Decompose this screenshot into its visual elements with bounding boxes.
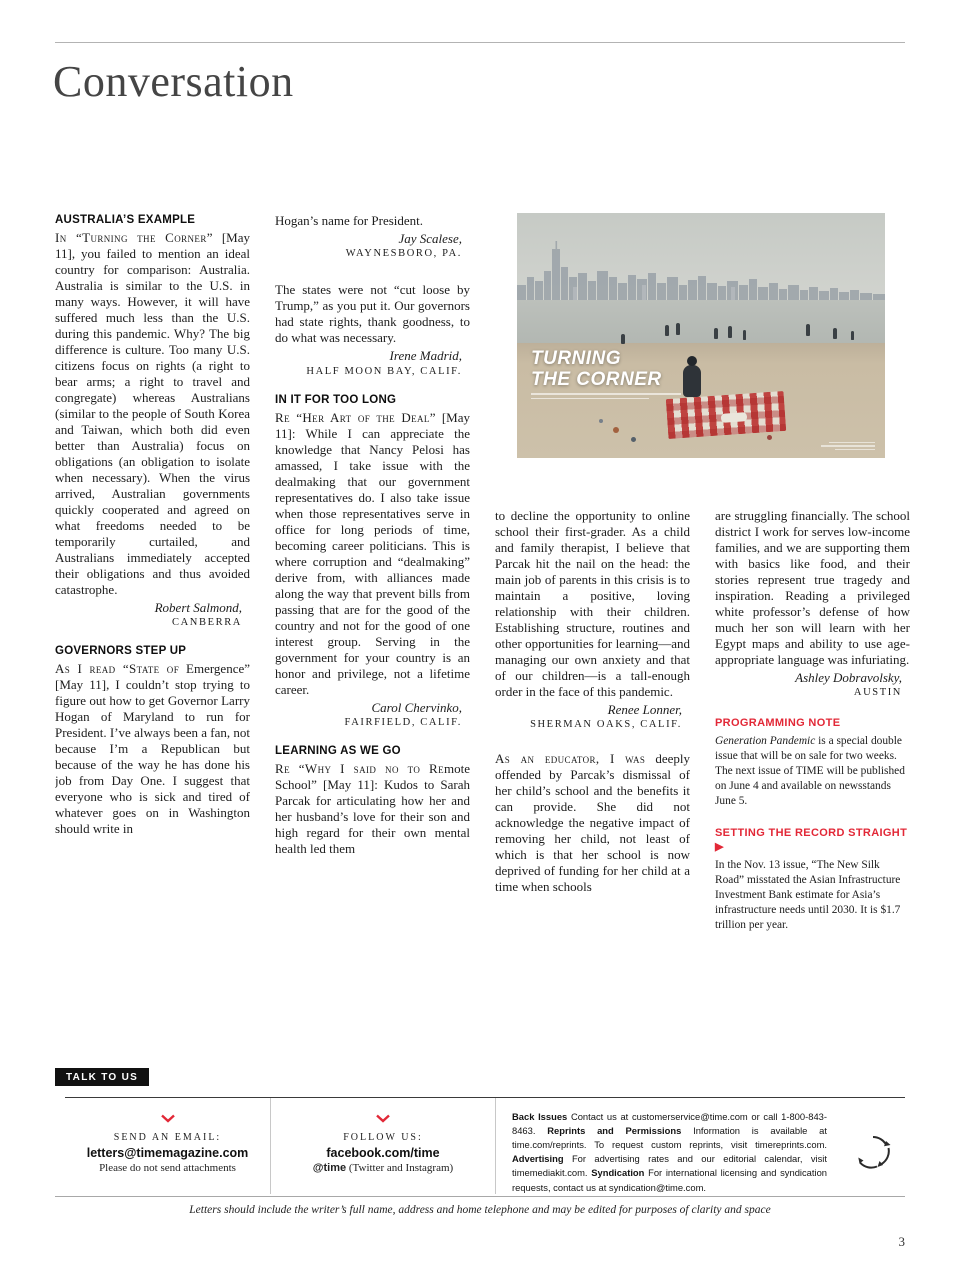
photo-headline-line2: THE CORNER bbox=[531, 368, 662, 390]
reprints-label: Reprints and Permissions bbox=[547, 1125, 682, 1137]
signature-location: CANBERRA bbox=[172, 617, 242, 629]
programming-note bbox=[715, 717, 910, 809]
recycle-block bbox=[841, 1098, 905, 1194]
beach-figure bbox=[743, 330, 746, 340]
letter-text: are struggling financially. The school district I work for serves low-income families, and we are supporting them with basics like food, and their stories represent true tragedy and inspiration. Reading a privileged white professor’s defense of how much her son will learn with her Egypt maps and ability to use age-appropriate language was infuriating. bbox=[715, 508, 910, 667]
email-note: Please do not send attachments bbox=[99, 1162, 236, 1174]
letter-governors-step-up bbox=[55, 644, 250, 837]
facebook-link[interactable]: facebook.com/time bbox=[326, 1146, 440, 1160]
photo-credit-lines bbox=[815, 440, 875, 451]
back-issues-label: Back Issues bbox=[512, 1111, 568, 1122]
letter-signature bbox=[55, 600, 250, 629]
lying-child bbox=[721, 412, 748, 423]
record-straight-body: In the Nov. 13 issue, “The New Silk Road” misstated the Asian Infrastructure Investment Bank estimate for Asia’s infrastructure needs until 2030. It is $1.7 trillion per year. bbox=[715, 858, 901, 931]
signature-location: FAIRFIELD, CALIF. bbox=[344, 716, 462, 728]
programming-note-title: Generation Pandemic bbox=[715, 734, 816, 747]
time-handle-link[interactable]: @time bbox=[312, 1162, 347, 1174]
programming-note-heading: PROGRAMMING NOTE bbox=[715, 717, 841, 730]
beach-figure bbox=[714, 328, 718, 339]
advertising-info: For advertising rates and our editorial calendar, visit timemediakit.com. bbox=[512, 1153, 827, 1179]
letter-body bbox=[55, 661, 250, 837]
email-address-link[interactable]: letters@timemagazine.com bbox=[86, 1146, 249, 1160]
talk-to-us-badge: TALK TO US bbox=[55, 1068, 149, 1086]
programming-note-body bbox=[715, 734, 910, 809]
letter-text: Hogan’s name for President. bbox=[275, 213, 424, 228]
right-columns bbox=[495, 508, 910, 933]
beach-figure bbox=[728, 326, 732, 338]
letter-signature bbox=[715, 670, 910, 699]
beach-item bbox=[631, 437, 636, 442]
signature-location: HALF MOON BAY, CALIF. bbox=[306, 365, 462, 377]
letters-columns bbox=[55, 213, 910, 933]
letter-learning-continued bbox=[495, 508, 690, 731]
letter-heading: LEARNING AS WE GO bbox=[275, 744, 401, 757]
email-label: SEND AN EMAIL: bbox=[113, 1132, 222, 1143]
letters-policy-note: Letters should include the writer’s full name, address and home telephone and may be edited for purposes of clarity and space bbox=[189, 1204, 771, 1216]
beach-item bbox=[599, 419, 603, 423]
chevron-down-icon bbox=[160, 1110, 176, 1128]
letter-lead: As an educator, I was bbox=[495, 751, 646, 767]
letter-text: deeply offended by Parcak’s dismissal of her child’s school and the benefits it can provide. She did not acknowledge the negative impact of removing her child, not least of which is that her school is now deprived of funding for her child at a time when schools bbox=[495, 751, 690, 895]
handle-note: (Twitter and Instagram) bbox=[346, 1162, 454, 1174]
letter-text: The states were not “cut loose by Trump,” as you put it. Our governors had state rights, thank goodness, to do what was necessary. bbox=[275, 282, 470, 346]
seated-person-head bbox=[687, 356, 697, 366]
right-area bbox=[495, 213, 910, 933]
letter-signature bbox=[275, 231, 470, 260]
letter-in-it-for-too-long bbox=[275, 393, 470, 729]
letter-lead: Re “Her Art of the Deal” bbox=[275, 409, 436, 425]
programming-note-text: is a special double issue that will be on sale for two weeks. The next issue of TIME will be published on June 4 and available on newsstands June 5. bbox=[715, 734, 905, 808]
follow-us-block bbox=[270, 1098, 495, 1194]
signature-name: Carol Chervinko, bbox=[371, 699, 462, 715]
chevron-down-icon bbox=[375, 1110, 391, 1128]
water bbox=[517, 300, 885, 345]
feature-photo bbox=[517, 213, 885, 458]
letter-lead: Re “Why I said no to Re bbox=[275, 761, 444, 777]
reprints-info: Information is available at time.com/reprints. To request custom reprints, visit timereprints.com. bbox=[512, 1125, 827, 1151]
twitter-instagram-line bbox=[271, 1162, 495, 1174]
back-issues-info: Contact us at customerservice@time.com or call 1-800-843-8463. bbox=[512, 1111, 827, 1137]
signature-name: Robert Salmond, bbox=[154, 599, 242, 615]
beach-figure bbox=[833, 328, 837, 339]
recycling-icon bbox=[853, 1132, 893, 1172]
back-issues-text bbox=[512, 1110, 827, 1195]
letter-heading: GOVERNORS STEP UP bbox=[55, 645, 187, 658]
letter-lead: In “Turning the Corner” bbox=[55, 230, 213, 246]
advertising-label: Advertising bbox=[512, 1153, 564, 1165]
letter-text: [May 11], you failed to mention an ideal country for comparison: Australia. Australia is similar to the U.S. in many ways. However, it will have suffered much less than the U.S. during this pandemic. Why? The big difference is culture. Too many U.S. citizens focus on rights (a right to bear arms; a right to travel and congregate) whereas Australians (similar to the people of South Korea and Taiwan, which both did even better than Australia) focus on obligations (an obligation to isolate when necessary). When the virus arrived, Australian governments quickly cooperated and agreed on what freedoms needed to be temporarily curtailed, and Australians immediately accepted their obligations and thus avoided catastrophe. bbox=[55, 230, 250, 597]
signature-name: Irene Madrid, bbox=[389, 348, 462, 364]
photo-headline bbox=[531, 349, 681, 399]
photo-headline-line1: TURNING bbox=[531, 348, 622, 369]
signature-location: AUSTIN bbox=[853, 687, 902, 699]
beach-figure bbox=[676, 323, 680, 335]
syndication-info: For international licensing and syndication requests, contact us at syndication@time.com. bbox=[512, 1167, 828, 1193]
signature-location: SHERMAN OAKS, CALIF. bbox=[530, 719, 682, 731]
photo-caption-lines bbox=[531, 393, 681, 399]
seated-person bbox=[683, 365, 701, 397]
letter-text: mote School” [May 11]: Kudos to Sarah Parcak for articulating how her and her husband’s love for their son and high regard for their own mental health led them bbox=[275, 761, 470, 856]
letter-signature bbox=[275, 700, 470, 729]
letter-governors-continued bbox=[275, 213, 470, 260]
beach-figure bbox=[806, 324, 810, 336]
signature-location: WAYNESBORO, PA. bbox=[345, 248, 462, 260]
letter-heading: AUSTRALIA’S EXAMPLE bbox=[55, 214, 196, 226]
letter-as-an-educator bbox=[495, 751, 690, 895]
letter-text: Emergence” [May 11], I couldn’t stop trying to figure out how to get Governor Larry Hogan of Maryland to run for President. I’ve always been a fan, not because I’m a Republican but because of the way he has done his job from Day One. I suggest that everyone who is sick and tired of whatever goes on in Washington should write in bbox=[55, 661, 251, 837]
top-rule bbox=[55, 42, 905, 43]
letter-learning-as-we-go bbox=[275, 744, 470, 857]
letter-body bbox=[275, 761, 470, 857]
letter-body bbox=[495, 751, 690, 895]
signature-name: Jay Scalese, bbox=[398, 230, 462, 246]
beach-figure bbox=[851, 331, 854, 340]
record-straight-heading: SETTING THE RECORD STRAIGHT ▶ bbox=[715, 827, 908, 853]
back-issues-block bbox=[495, 1098, 841, 1194]
city-skyline bbox=[517, 241, 885, 301]
letter-text: to decline the opportunity to online school their first-grader. As a child and family therapist, I believe that Parcak hit the nail on the head: the main job of parents in this crisis is to maintain a positive, loving relationship with their children. Establishing structure, routines and other opportunities for learning—and managing our own anxiety and that of our children—is a tall-enough order in the face of this pandemic. bbox=[495, 508, 690, 699]
letter-australias-example bbox=[55, 213, 250, 629]
letter-signature bbox=[495, 702, 690, 731]
letter-body bbox=[275, 410, 470, 698]
column-4 bbox=[715, 508, 910, 933]
follow-label: FOLLOW US: bbox=[343, 1132, 423, 1143]
beach-figure bbox=[665, 325, 669, 336]
letter-text: [May 11]: While I can appreciate the knowledge that Nancy Pelosi has amassed, I take issue with the dealmaking that our government representatives do. I also take issue when those representatives serve in office for long periods of time, becoming career politicians. This is where corruption and “dealmaking” derive from, with alliances made along the way that prevent bills from passing that are for the good of the country and not for the good of one interest group. Serving in the government for your country is an honor and privilege, not a lifetime career. bbox=[275, 409, 470, 697]
page-title: Conversation bbox=[53, 57, 294, 106]
letter-lead: As I read “State of bbox=[55, 661, 180, 677]
beach-figure bbox=[621, 334, 625, 344]
column-1 bbox=[55, 213, 250, 933]
letter-educator-continued bbox=[715, 508, 910, 699]
footer-rule bbox=[55, 1196, 905, 1197]
column-3 bbox=[495, 508, 690, 933]
letter-signature bbox=[275, 348, 470, 377]
beach-item bbox=[613, 427, 619, 433]
beach-item bbox=[767, 435, 772, 440]
signature-name: Renee Lonner, bbox=[607, 701, 682, 717]
page-number: 3 bbox=[898, 1234, 905, 1249]
letter-states-not-cut-loose bbox=[275, 282, 470, 377]
signature-name: Ashley Dobravolsky, bbox=[795, 669, 902, 685]
syndication-label: Syndication bbox=[591, 1167, 645, 1179]
send-email-block bbox=[65, 1098, 270, 1194]
column-2 bbox=[275, 213, 470, 933]
letter-body bbox=[55, 230, 250, 598]
letter-heading: IN IT FOR TOO LONG bbox=[275, 393, 397, 406]
contact-box bbox=[65, 1097, 905, 1194]
record-straight-note bbox=[715, 827, 910, 933]
